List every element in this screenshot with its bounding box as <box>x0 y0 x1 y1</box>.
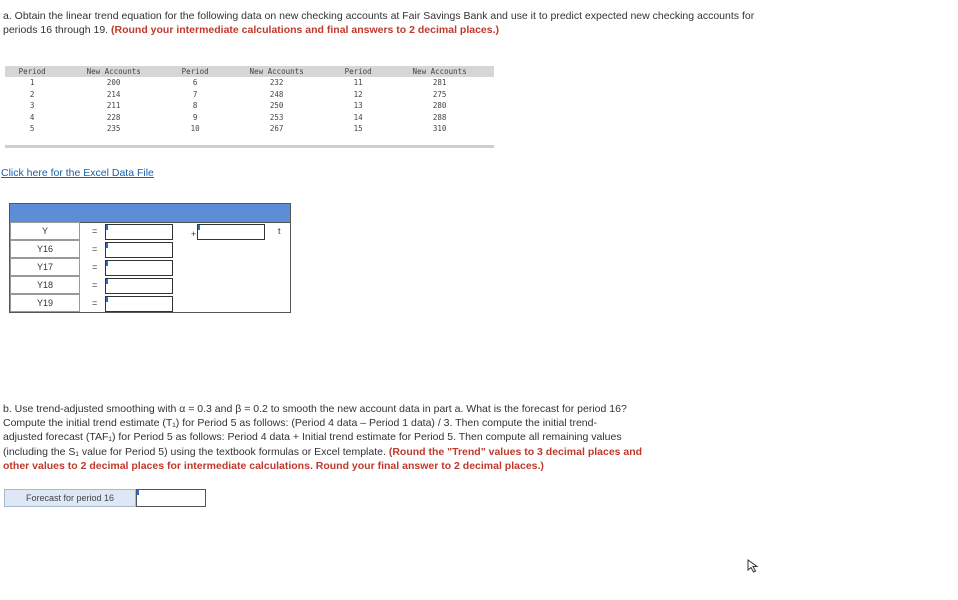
part-b-line <box>3 445 758 459</box>
part-a-question <box>3 9 763 37</box>
part-b-line: b. Use trend-adjusted smoothing with α = 0.3 and β = 0.2 to smooth the new account data in part a. What is the forecast for period 16? <box>3 403 627 415</box>
table-cell: 15 <box>353 124 363 134</box>
y17-input[interactable] <box>105 260 173 276</box>
table-cell: 8 <box>192 101 198 111</box>
table-cell: 235 <box>106 124 121 134</box>
intercept-input[interactable] <box>105 224 173 240</box>
equals-sign: = <box>92 298 98 308</box>
table-cell: 11 <box>353 78 363 88</box>
table-cell: 9 <box>192 112 198 122</box>
data-table-header <box>5 66 494 77</box>
part-a-instruction: (Round your intermediate calculations and final answers to 2 decimal places.) <box>111 24 500 37</box>
y16-input[interactable] <box>105 242 173 258</box>
slope-input[interactable] <box>197 224 265 240</box>
table-cell: 288 <box>432 112 447 122</box>
trend-equation-table <box>9 203 291 313</box>
table-cell: 10 <box>190 124 200 134</box>
table-row <box>5 89 494 101</box>
table-cell: 248 <box>269 89 284 99</box>
trend-label-y17: Y17 <box>10 258 80 276</box>
table-cell: 7 <box>192 89 198 99</box>
table-row <box>5 123 494 135</box>
t-variable: t <box>278 226 281 236</box>
table-cell: 275 <box>432 89 447 99</box>
y18-input[interactable] <box>105 278 173 294</box>
trend-label-y: Y <box>10 222 80 240</box>
header-period-3: Period <box>331 66 385 77</box>
equals-sign: = <box>92 244 98 254</box>
mouse-cursor-icon <box>747 559 761 573</box>
table-cell: 14 <box>353 112 363 122</box>
table-cell: 232 <box>269 78 284 88</box>
part-b-instruction: (Round the "Trend" values to 3 decimal places and <box>388 445 643 458</box>
table-cell: 253 <box>269 112 284 122</box>
header-accounts-1: New Accounts <box>59 66 168 77</box>
forecast-label: Forecast for period 16 <box>4 489 136 507</box>
header-period-1: Period <box>5 66 59 77</box>
table-bottom-divider <box>5 145 494 148</box>
table-cell: 5 <box>29 124 35 134</box>
table-cell: 13 <box>353 101 363 111</box>
table-row <box>5 112 494 124</box>
plus-sign: + <box>191 229 197 239</box>
part-b-text: (including the S₁ value for Period 5) using the textbook formulas or Excel template. <box>3 445 389 458</box>
table-cell: 214 <box>106 89 121 99</box>
part-b-question <box>3 402 758 473</box>
part-a-text: a. Obtain the linear trend equation for the following data on new checking accounts at Fair Savings Bank and use it to predict expected new checking accounts for periods 16 through 19. <box>3 10 755 37</box>
table-cell: 4 <box>29 112 35 122</box>
header-accounts-3: New Accounts <box>385 66 494 77</box>
table-cell: 250 <box>269 101 284 111</box>
trend-label-y18: Y18 <box>10 276 80 294</box>
table-cell: 267 <box>269 124 284 134</box>
table-cell: 280 <box>432 101 447 111</box>
table-cell: 6 <box>192 78 198 88</box>
table-cell: 211 <box>106 101 121 111</box>
table-cell: 1 <box>29 78 35 88</box>
table-row <box>5 77 494 89</box>
header-accounts-2: New Accounts <box>222 66 331 77</box>
data-table <box>5 66 494 135</box>
table-cell: 2 <box>29 89 35 99</box>
equals-sign: = <box>92 280 98 290</box>
trend-table-header <box>10 204 290 223</box>
part-b-line: adjusted forecast (TAF₁) for Period 5 as follows: Period 4 data + Initial trend estimate for Period 5. Then compute all remaining values <box>3 431 622 444</box>
table-cell: 281 <box>432 78 447 88</box>
table-cell: 12 <box>353 89 363 99</box>
part-b-instruction: other values to 2 decimal places for intermediate calculations. Round your final answer to 2 decimal places.) <box>3 459 544 472</box>
table-row <box>5 100 494 112</box>
trend-label-y19: Y19 <box>10 294 80 312</box>
part-b-line: Compute the initial trend estimate (T₁) for Period 5 as follows: (Period 4 data – Period 1 data) / 3. Then compute the initial trend- <box>3 417 597 430</box>
excel-data-file-link[interactable]: Click here for the Excel Data File <box>1 167 154 179</box>
table-cell: 228 <box>106 112 121 122</box>
table-cell: 310 <box>432 124 447 134</box>
table-cell: 200 <box>106 78 121 88</box>
header-period-2: Period <box>168 66 222 77</box>
table-cell: 3 <box>29 101 35 111</box>
trend-label-y16: Y16 <box>10 240 80 258</box>
y19-input[interactable] <box>105 296 173 312</box>
equals-sign: = <box>92 226 98 236</box>
equals-sign: = <box>92 262 98 272</box>
forecast-input[interactable] <box>136 489 206 507</box>
